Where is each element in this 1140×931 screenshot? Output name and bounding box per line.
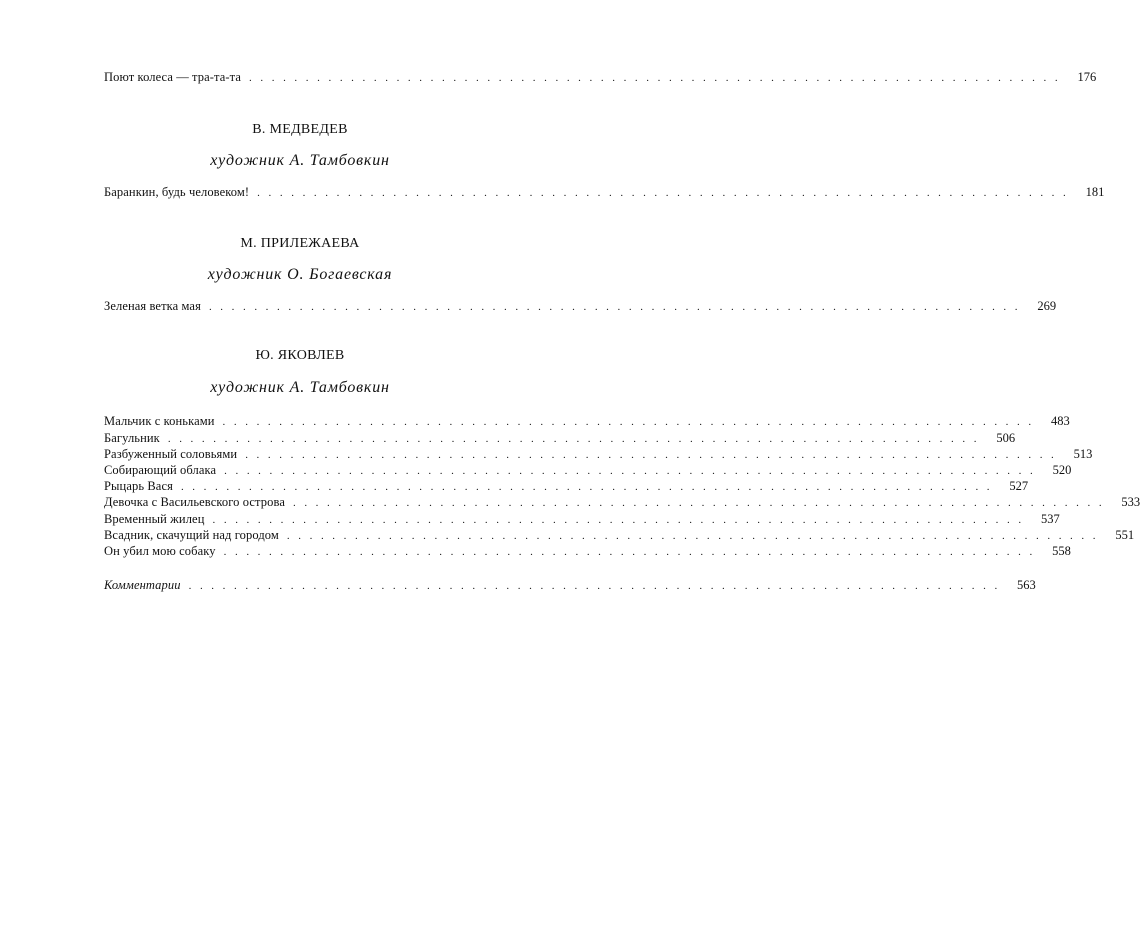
toc-entry[interactable]	[104, 543, 1071, 559]
toc-entry[interactable]	[104, 430, 1016, 446]
toc-entry[interactable]	[104, 446, 1093, 462]
toc-entry[interactable]	[104, 527, 1135, 543]
leader-dots: ........................................................................	[167, 433, 986, 445]
toc-entry-page: 506	[996, 431, 1016, 445]
toc-entry[interactable]	[104, 184, 1105, 200]
toc-entry[interactable]	[104, 298, 1057, 314]
toc-entry-page: 181	[1085, 185, 1105, 199]
toc-entry[interactable]	[104, 494, 1140, 510]
leader-dots: ........................................................................	[180, 481, 999, 493]
leader-dots: ........................................................................	[224, 465, 1042, 477]
leader-dots: ........................................................................	[208, 301, 1027, 313]
toc-entry-page: 551	[1115, 528, 1135, 542]
toc-entry-page: 520	[1052, 463, 1072, 477]
toc-entry-page: 176	[1077, 70, 1097, 84]
illustrator-credit: художник О. Богаевская	[207, 266, 393, 283]
toc-entry-page: 558	[1052, 544, 1071, 558]
leader-dots: ........................................................................	[223, 546, 1041, 558]
toc-entry[interactable]	[104, 413, 1070, 429]
toc-entry-page: 269	[1037, 299, 1057, 313]
illustrator-credit: художник А. Тамбовкин	[210, 379, 390, 396]
toc-entry[interactable]	[104, 511, 1060, 527]
leader-dots: ........................................................................	[257, 187, 1075, 199]
toc-entry-page: 533	[1121, 495, 1140, 509]
toc-entry-title: Зеленая ветка мая	[104, 299, 201, 313]
author-heading: В. МЕДВЕДЕВ	[252, 122, 348, 137]
leader-dots: ........................................................................	[286, 530, 1105, 542]
toc-entry-page: 563	[1017, 578, 1036, 592]
leader-dots: ........................................................................	[212, 514, 1030, 526]
leader-dots: ........................................................................	[249, 72, 1067, 84]
toc-entry-comments[interactable]	[104, 577, 1036, 593]
toc-entry-page: 483	[1050, 414, 1070, 428]
toc-entry-page: 527	[1009, 479, 1029, 493]
toc-entry-title: Всадник, скачущий над городом	[104, 528, 279, 542]
toc-entry-title: Баранкин, будь человеком!	[104, 185, 250, 199]
author-heading: М. ПРИЛЕЖАЕВА	[240, 236, 360, 251]
toc-entry[interactable]	[104, 478, 1029, 494]
toc-entry-title: Рыцарь Вася	[104, 479, 173, 493]
toc-entry-title: Комментарии	[104, 578, 181, 592]
toc-entry-page: 513	[1073, 447, 1093, 461]
toc-entry[interactable]	[104, 462, 1072, 478]
toc-entry-title: Временный жилец	[104, 512, 205, 526]
illustrator-credit: художник А. Тамбовкин	[210, 152, 390, 169]
toc-entry-title: Поют колеса — тра-та-та	[104, 70, 242, 84]
leader-dots: ........................................................................	[222, 416, 1040, 428]
toc-entry-title: Разбуженный соловьями	[104, 447, 238, 461]
leader-dots: ........................................................................	[245, 449, 1063, 461]
toc-entry-title: Он убил мою собаку	[104, 544, 216, 558]
author-heading: Ю. ЯКОВЛЕВ	[255, 348, 345, 363]
toc-entry-title: Собирающий облака	[104, 463, 217, 477]
toc-entry-page: 537	[1040, 512, 1060, 526]
leader-dots: ........................................................................	[292, 497, 1111, 509]
toc-entry-title: Девочка с Васильевского острова	[104, 495, 285, 509]
toc-entry-title: Мальчик с коньками	[104, 414, 215, 428]
toc-entry-title: Багульник	[104, 431, 160, 445]
toc-entry[interactable]	[104, 69, 1097, 85]
leader-dots: ........................................................................	[188, 580, 1006, 592]
